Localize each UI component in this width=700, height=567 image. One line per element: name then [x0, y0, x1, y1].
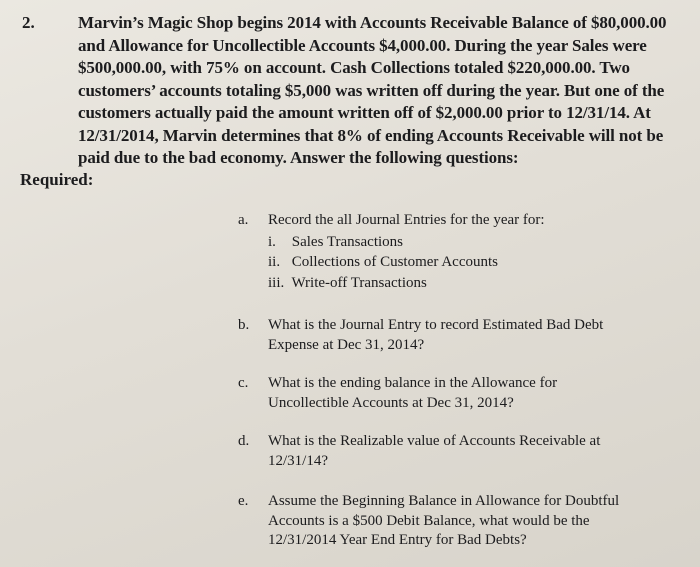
- question-letter: b.: [238, 317, 250, 333]
- problem-statement: [20, 12, 680, 170]
- subitem: [268, 252, 598, 273]
- subitem-text: Sales Transactions: [291, 233, 404, 250]
- subitem-number: i.: [268, 233, 276, 250]
- problem-number: 2.: [22, 13, 35, 32]
- question-b: [238, 316, 648, 355]
- question-c: [238, 374, 598, 413]
- subitem-number: ii.: [268, 254, 281, 270]
- question-text: What is the Journal Entry to record Estimated Bad Debt Expense at Dec 31, 2014?: [268, 317, 604, 353]
- question-a: [238, 211, 598, 293]
- question-letter: e.: [238, 493, 249, 509]
- subitem-text: Collections of Customer Accounts: [291, 254, 498, 270]
- question-text: Record the all Journal Entries for the year for:: [268, 212, 545, 228]
- subitem: [268, 273, 598, 294]
- question-text: Assume the Beginning Balance in Allowance for Doubtful Accounts is a $500 Debit Balance, what would be the 12/31/2014 Year End Entry for Bad Debts?: [268, 493, 620, 548]
- question-e: [238, 492, 658, 551]
- problem-text: Marvin’s Magic Shop begins 2014 with Accounts Receivable Balance of $80,000.00 and Allowance for Uncollectible Accounts $4,000.00. During the year Sales were $500,000.00, with 75% on account. Cash Collections totaled $220,000.00. Two customers’ accounts totaling $5,000 was written off during the year. But one of the customers actually paid the amount written off of $2,000.00 prior to 12/31/14. At 12/31/2014, Marvin determines that 8% of ending Accounts Receivable will not be paid due to the bad economy. Answer the following questions:: [78, 13, 667, 167]
- subitem-number: iii.: [268, 274, 285, 291]
- question-d: [238, 432, 638, 471]
- subitem: [268, 232, 598, 253]
- question-text: What is the Realizable value of Accounts Receivable at 12/31/14?: [268, 433, 601, 469]
- subitem-text: Write-off Transactions: [291, 274, 427, 291]
- question-text: What is the ending balance in the Allowance for Uncollectible Accounts at Dec 31, 2014?: [268, 375, 558, 411]
- subitem-list: [268, 232, 598, 294]
- question-letter: a.: [238, 212, 249, 228]
- required-heading: Required:: [20, 170, 94, 189]
- question-letter: c.: [238, 375, 249, 391]
- question-letter: d.: [238, 433, 250, 449]
